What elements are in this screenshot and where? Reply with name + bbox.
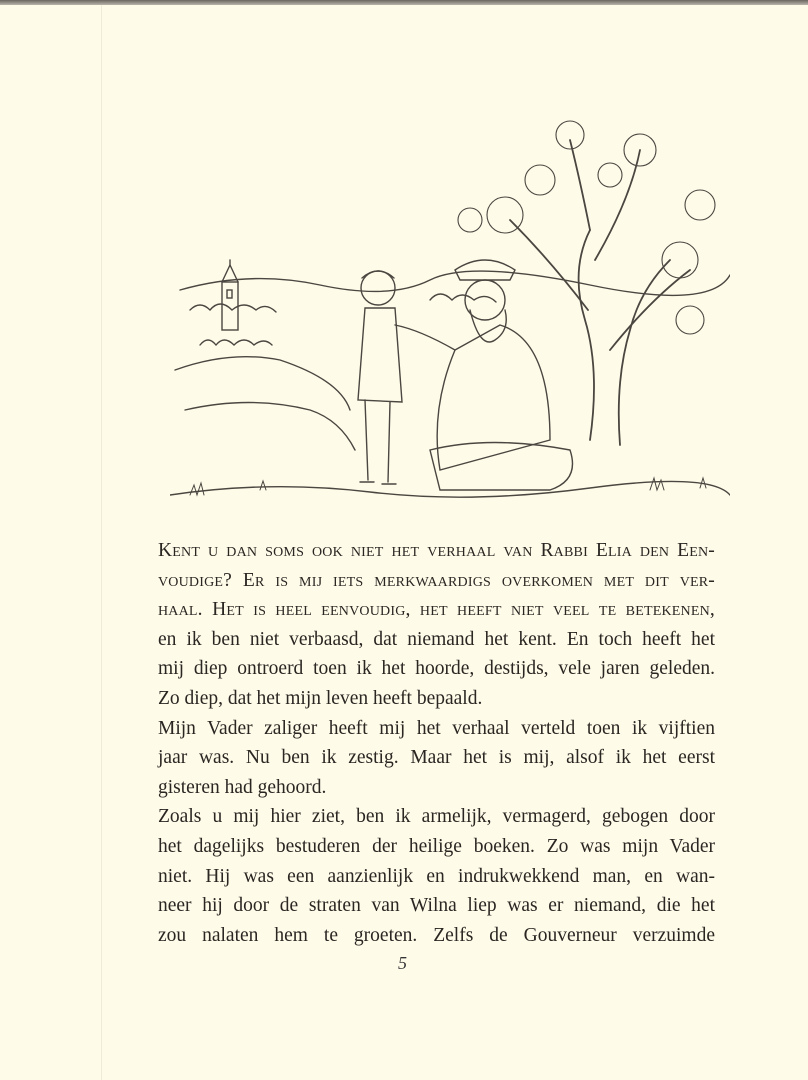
text-line: niet. Hij was een aanzienlijk en indrukwekkend man, en wan- (158, 865, 715, 887)
body-text (158, 536, 715, 950)
text-line: het dagelijks bestuderen der heilige boeken. Zo was mijn Vader (158, 835, 715, 857)
scan-edge (0, 0, 808, 5)
text-line: mij diep ontroerd toen ik het hoorde, destijds, vele jaren geleden. (158, 658, 715, 680)
text-line: haal. Het is heel eenvoudig, het heeft niet veel te betekenen, (158, 599, 715, 621)
text-line: voudige? Er is mij iets merkwaardigs overkomen met dit ver- (158, 569, 715, 591)
text-line: zou nalaten hem te groeten. Zelfs de Gouverneur verzuimde (158, 924, 715, 946)
rabbi-figure (395, 260, 573, 490)
landscape (170, 271, 730, 497)
text-line: Zoals u mij hier ziet, ben ik armelijk, vermagerd, gebogen door (158, 806, 715, 828)
text-line: gisteren had gehoord. (158, 776, 327, 798)
text-line: Zo diep, dat het mijn leven heeft bepaald. (158, 687, 483, 709)
text-line: jaar was. Nu ben ik zestig. Maar het is mij, alsof ik het eerst (158, 747, 715, 769)
text-line: neer hij door de straten van Wilna liep was er niemand, die het (158, 895, 715, 917)
text-line: Mijn Vader zaliger heeft mij het verhaal verteld toen ik vijftien (158, 717, 715, 739)
page-number: 5 (398, 953, 407, 973)
text-line: Kent u dan soms ook niet het verhaal van Rabbi Elia den Een- (158, 540, 715, 561)
church-tower (222, 260, 238, 330)
boy-figure (358, 271, 402, 484)
illustration-rabbi-and-boy (170, 110, 730, 515)
text-line: en ik ben niet verbaasd, dat niemand het kent. En toch heeft het (158, 628, 715, 650)
page-fold (101, 5, 102, 1080)
